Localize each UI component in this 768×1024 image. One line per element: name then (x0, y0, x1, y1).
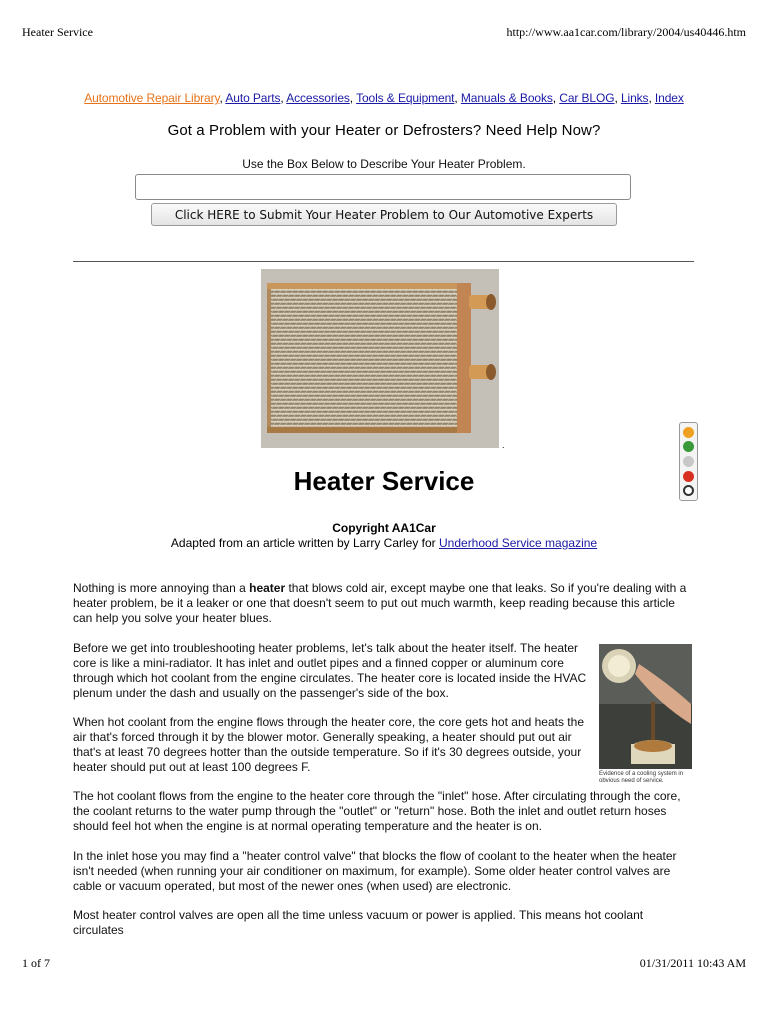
article-copyright: Copyright AA1Car (332, 521, 436, 535)
divider (73, 261, 694, 262)
article-paragraph-5: In the inlet hose you may find a "heater control valve" that blocks the flow of coolant to the heater when the heater isn't needed (when running your air conditioner on maximum, for example). Some older heater control valves are cable or vacuum operated, but most of the newer ones (when used) are electronic. (73, 849, 677, 893)
coolant-photo-caption: Evidence of a cooling system in obvious need of service. (599, 771, 684, 784)
problem-input[interactable] (135, 174, 631, 200)
print-header (22, 25, 746, 40)
coolant-illustration (599, 644, 692, 769)
print-footer (22, 956, 746, 971)
article-paragraph-1 (73, 581, 695, 626)
bookmark-icon[interactable] (683, 441, 694, 452)
nav-link-index[interactable]: Index (654, 91, 684, 105)
nav-link-links[interactable]: Links (620, 91, 649, 105)
hero-trailing-dot: . (502, 440, 505, 450)
article-paragraph-3: When hot coolant from the engine flows through the heater core, the core gets hot and heats the air that's forced through it by the blower motor. Generally speaking, a heater should put out air that's at least 70 degrees hotter than the outside temperature. So if it's 30 degrees outside, your heater should put out at least 100 degrees F. (73, 715, 584, 774)
star-icon[interactable] (683, 427, 694, 438)
top-nav: Automotive Repair Library, Auto Parts, Accessories, Tools & Equipment, Manuals & Books, Car BLOG, Links, Index (84, 91, 684, 105)
article-attribution (0, 536, 768, 550)
underhood-service-link[interactable]: Underhood Service magazine (439, 536, 598, 550)
article-title: Heater Service (293, 466, 475, 496)
attribution-text: Adapted from an article written by Larry Carley for (170, 536, 439, 550)
promo-subtitle: Use the Box Below to Describe Your Heater Problem. (242, 157, 526, 171)
article-paragraph-6: Most heater control valves are open all the time unless vacuum or power is applied. This means hot coolant circulates (73, 908, 644, 937)
nav-link-car-blog[interactable]: Car BLOG (559, 91, 615, 105)
nav-link-tools[interactable]: Tools & Equipment (356, 91, 455, 105)
paragraph-text: Nothing is more annoying than a (73, 581, 250, 595)
nav-link-repair-library[interactable]: Automotive Repair Library (84, 91, 220, 105)
article-paragraph-2: Before we get into troubleshooting heater problems, let's talk about the heater itself. The heater core is like a mini-radiator. It has inlet and outlet pipes and a finned copper or aluminum core through which hot coolant from the engine circulates. The heater core is located inside the HVAC plenum under the dash and usually on the passenger's side of the box. (73, 641, 587, 700)
coolant-photo (599, 644, 692, 769)
promo-title: Got a Problem with your Heater or Defrosters? Need Help Now? (167, 122, 601, 139)
page-number: 1 of 7 (22, 956, 50, 970)
nav-link-auto-parts[interactable]: Auto Parts (225, 91, 281, 105)
heater-keyword: heater (249, 581, 286, 595)
print-header-url: http://www.aa1car.com/library/2004/us40446.htm (506, 25, 746, 39)
nav-link-accessories[interactable]: Accessories (286, 91, 350, 105)
submit-problem-button[interactable]: Click HERE to Submit Your Heater Problem to Our Automotive Experts (151, 203, 617, 226)
nav-link-manuals[interactable]: Manuals & Books (460, 91, 553, 105)
paragraph-text: that blows cold air, except maybe one that leaks. So if you're dealing with a heater problem, be it a leaker or one that doesn't seem to put out much warmth, keep reading because this article can help you solve your heater blues. (73, 581, 687, 625)
heater-core-image (261, 269, 499, 448)
article-paragraph-4: The hot coolant flows from the engine to the heater core through the "inlet" hose. After circulating through the core, the coolant returns to the water pump through the "outlet" or "return" hose. Both the inlet and outlet return hoses should feel hot when the engine is at normal operating temperature and the heater is on. (73, 789, 681, 833)
print-header-title: Heater Service (22, 25, 93, 39)
print-datetime: 01/31/2011 10:43 AM (639, 956, 746, 970)
heater-core-illustration (261, 269, 499, 448)
